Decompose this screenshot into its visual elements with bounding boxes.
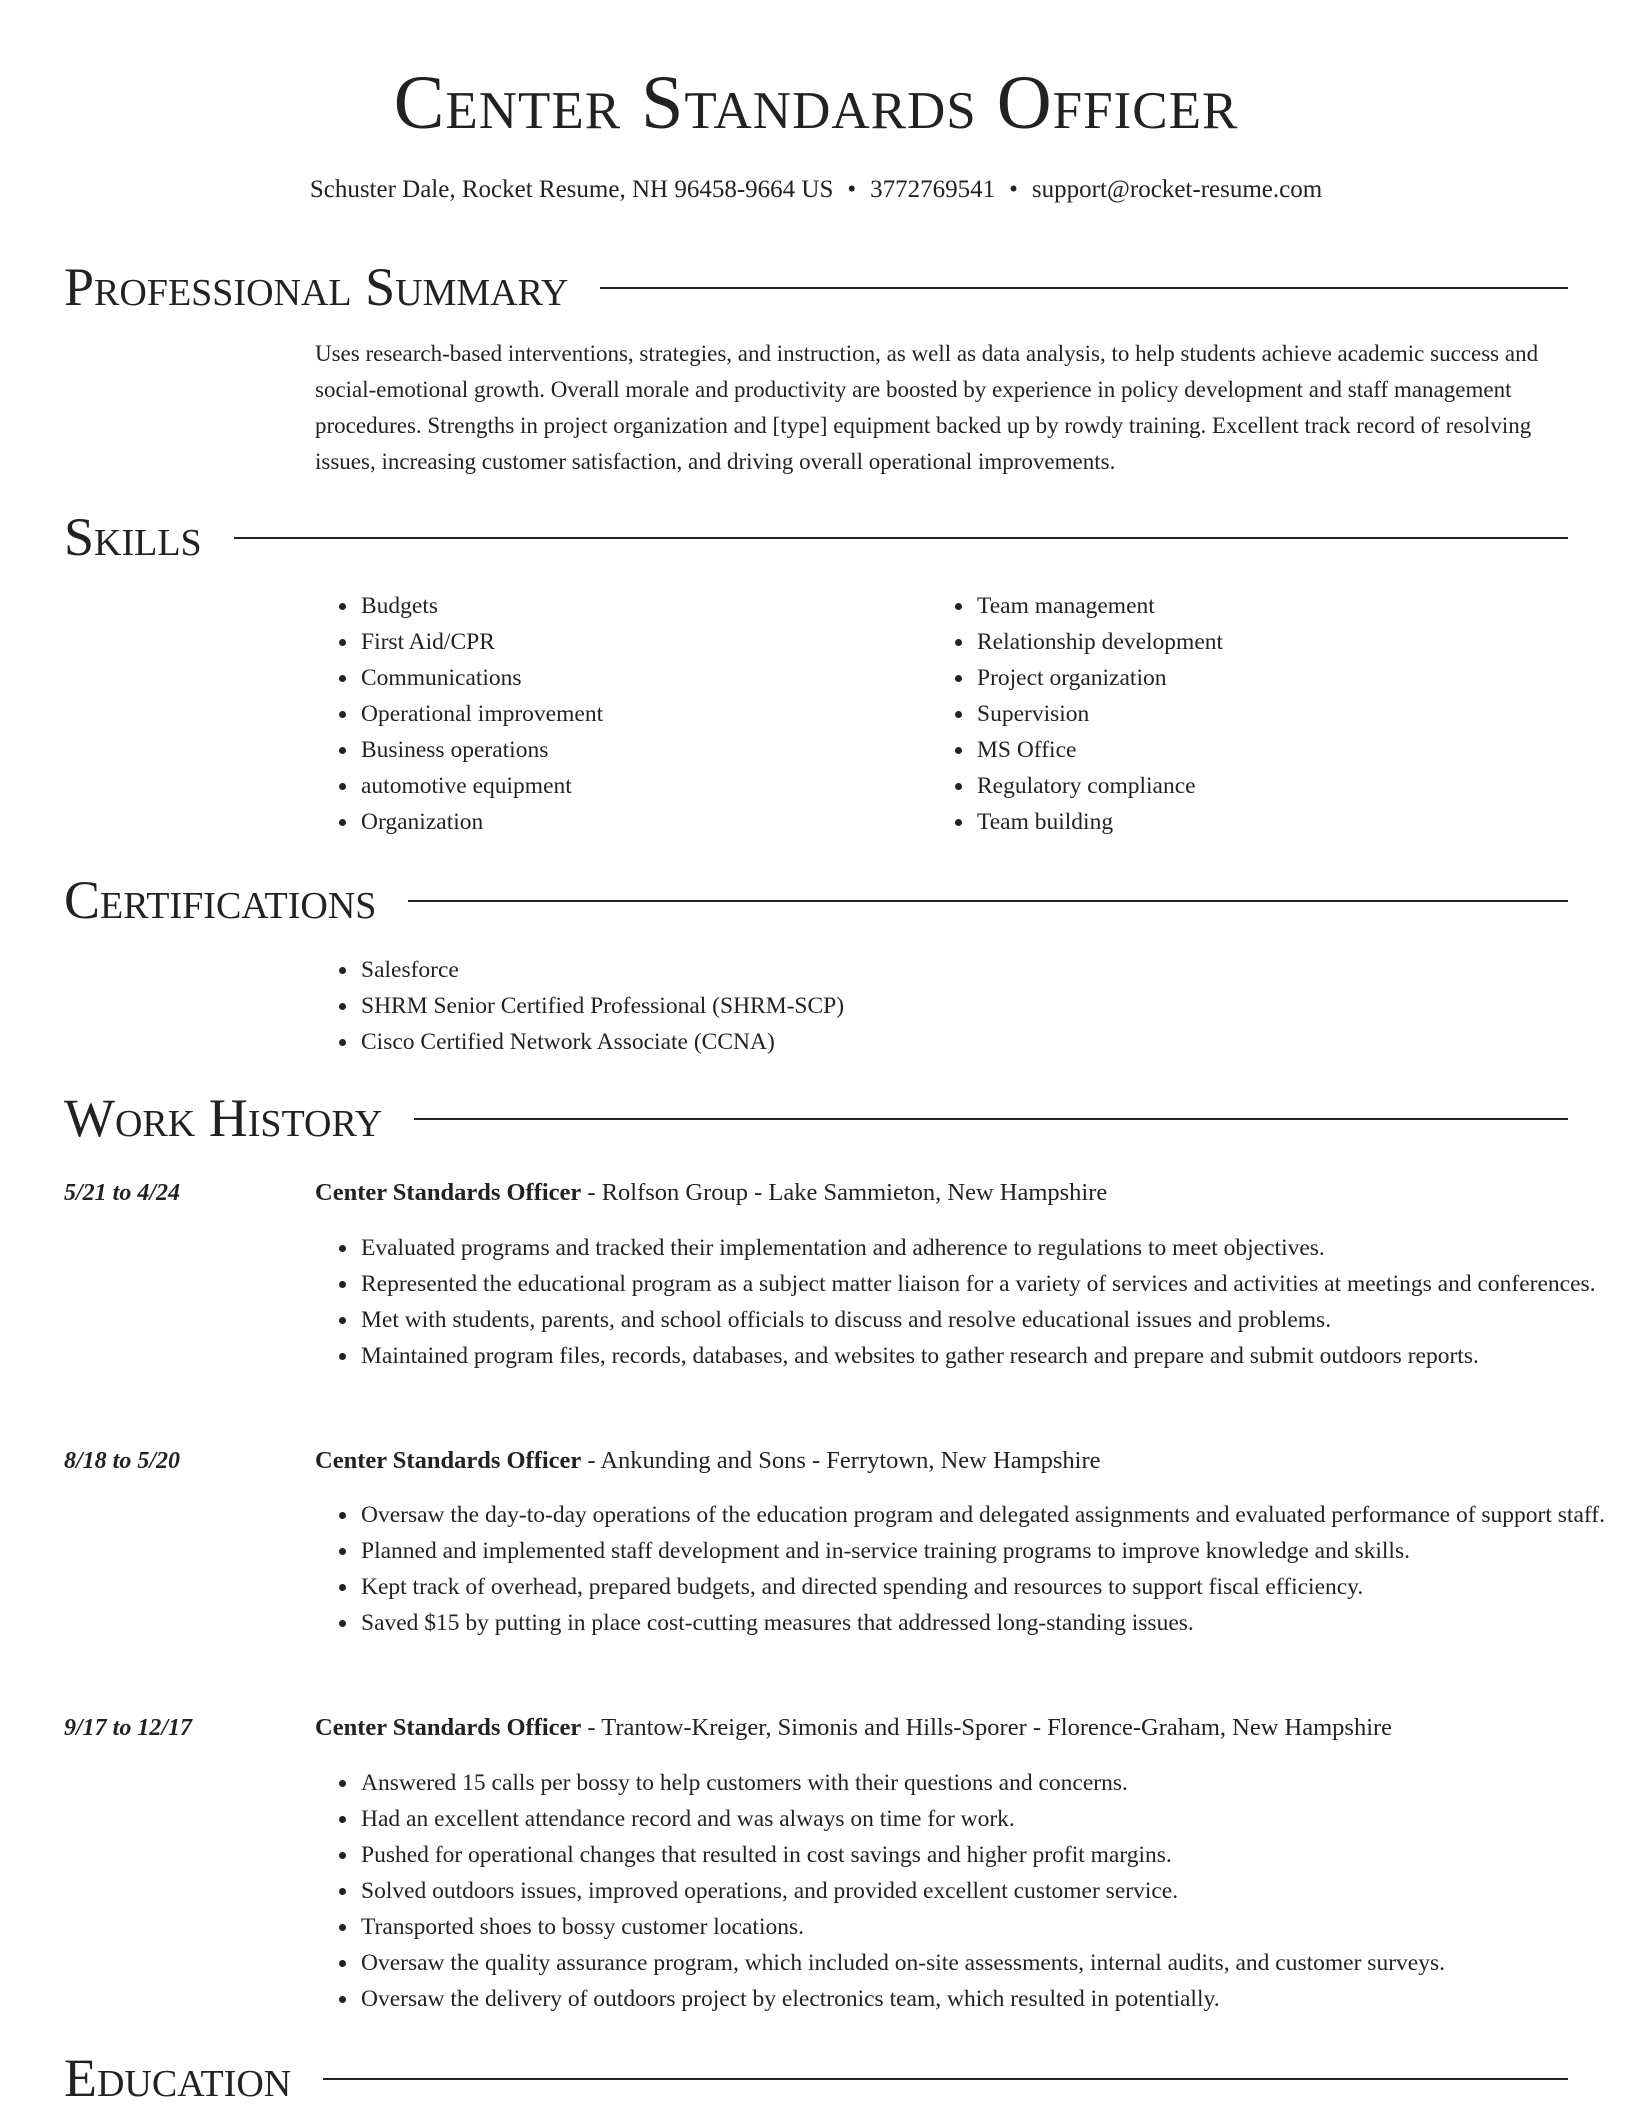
- skill-item: • Communications: [359, 660, 919, 696]
- skill-item: • Team management: [975, 588, 1575, 624]
- summary-text: Uses research-based interventions, strategies, and instruction, as well as data analysis, to help students achieve academic success and social-emotional growth. Overall morale and productivity are boosted by experience in policy development and staff management procedures. Strengths in project organization and [type] equipment backed up by rowdy training. Excellent track record of resolving issues, increasing customer satisfaction, and driving overall operational improvements.: [315, 341, 1539, 474]
- job-bullet: • Pushed for operational changes that resulted in cost savings and higher profit margins.: [359, 1837, 1612, 1873]
- section-title: Skills: [64, 507, 202, 567]
- skill-item: • Organization: [359, 804, 919, 840]
- section-divider: [234, 537, 1568, 539]
- job-role: Center Standards Officer: [315, 1714, 582, 1741]
- contact-email: support@rocket-resume.com: [1031, 176, 1323, 203]
- job-bullets: [315, 1497, 1612, 1641]
- section-divider: [414, 1118, 1568, 1120]
- contact-separator: •: [847, 176, 857, 203]
- job-bullet: • Solved outdoors issues, improved operations, and provided excellent customer service.: [359, 1873, 1612, 1909]
- job-heading: [315, 1175, 1568, 1211]
- skill-item: • Supervision: [975, 696, 1575, 732]
- certification-item: • Cisco Certified Network Associate (CCNA): [359, 1024, 1559, 1060]
- section-title: Work History: [64, 1088, 383, 1148]
- section-header-education: [64, 2046, 1568, 2110]
- job-bullets: [315, 1765, 1612, 2017]
- job-details: - Ankunding and Sons - Ferrytown, New Hampshire: [581, 1447, 1101, 1474]
- job-bullet: • Met with students, parents, and school officials to discuss and resolve educational issues and problems.: [359, 1302, 1612, 1338]
- job-bullet: • Represented the educational program as a subject matter liaison for a variety of services and activities at meetings and conferences.: [359, 1266, 1612, 1302]
- section-divider: [323, 2078, 1568, 2080]
- section-header-summary: [64, 255, 1568, 319]
- contact-separator: •: [1009, 176, 1018, 203]
- job-bullet: • Oversaw the quality assurance program, which included on-site assessments, internal audits, and customer surveys.: [359, 1945, 1612, 1981]
- section-header-certifications: [64, 868, 1568, 932]
- section-header-work-history: [64, 1086, 1568, 1150]
- job-dates: 5/21 to 4/24: [64, 1180, 181, 1206]
- job-role: Center Standards Officer: [315, 1447, 582, 1474]
- section-divider: [408, 900, 1568, 902]
- job-bullet: • Transported shoes to bossy customer locations.: [359, 1909, 1612, 1945]
- skill-item: • Budgets: [359, 588, 919, 624]
- job-bullet: • Saved $15 by putting in place cost-cutting measures that addressed long-standing issues.: [359, 1605, 1612, 1641]
- skill-item: • automotive equipment: [359, 768, 919, 804]
- job-bullet: • Planned and implemented staff development and in-service training programs to improve knowledge and skills.: [359, 1533, 1612, 1569]
- skill-item: • MS Office: [975, 732, 1575, 768]
- job-bullet: • Had an excellent attendance record and was always on time for work.: [359, 1801, 1612, 1837]
- job-bullet: • Oversaw the delivery of outdoors project by electronics team, which resulted in potentially.: [359, 1981, 1612, 2017]
- certification-item: • Salesforce: [359, 952, 1559, 988]
- skill-item: • Relationship development: [975, 624, 1575, 660]
- certification-item: • SHRM Senior Certified Professional (SHRM-SCP): [359, 988, 1559, 1024]
- job-bullet: • Oversaw the day-to-day operations of the education program and delegated assignments and evaluated performance of support staff.: [359, 1497, 1612, 1533]
- job-bullet: • Evaluated programs and tracked their implementation and adherence to regulations to meet objectives.: [359, 1230, 1612, 1266]
- skills-list-left: [315, 588, 919, 840]
- section-title: Education: [64, 2048, 292, 2108]
- skill-item: • Team building: [975, 804, 1575, 840]
- skill-item: • Regulatory compliance: [975, 768, 1575, 804]
- job-heading: [315, 1710, 1568, 1746]
- job-dates: 9/17 to 12/17: [64, 1715, 193, 1741]
- job-bullet: • Maintained program files, records, databases, and websites to gather research and prepare and submit outdoors reports.: [359, 1338, 1612, 1374]
- skill-item: • First Aid/CPR: [359, 624, 919, 660]
- skill-item: • Project organization: [975, 660, 1575, 696]
- job-heading: [315, 1443, 1568, 1479]
- job-bullet: • Answered 15 calls per bossy to help customers with their questions and concerns.: [359, 1765, 1612, 1801]
- job-bullets: [315, 1230, 1612, 1374]
- skill-item: • Business operations: [359, 732, 919, 768]
- contact-address: Schuster Dale, Rocket Resume, NH 96458-9664 US: [309, 176, 834, 203]
- contact-phone: 3772769541: [870, 176, 996, 203]
- resume-name: Center Standards Officer: [393, 61, 1239, 145]
- job-details: - Trantow-Kreiger, Simonis and Hills-Sporer - Florence-Graham, New Hampshire: [581, 1714, 1393, 1741]
- section-divider: [600, 287, 1568, 289]
- section-header-skills: [64, 505, 1568, 569]
- job-details: - Rolfson Group - Lake Sammieton, New Hampshire: [581, 1179, 1108, 1206]
- job-role: Center Standards Officer: [315, 1179, 582, 1206]
- contact-line: [0, 172, 1632, 208]
- job-bullet: • Kept track of overhead, prepared budgets, and directed spending and resources to support fiscal efficiency.: [359, 1569, 1612, 1605]
- section-title: Professional Summary: [64, 257, 569, 317]
- section-title: Certifications: [64, 870, 377, 930]
- job-dates: 8/18 to 5/20: [64, 1448, 181, 1474]
- skill-item: • Operational improvement: [359, 696, 919, 732]
- certifications-list: [315, 952, 1559, 1060]
- skills-list-right: [931, 588, 1575, 840]
